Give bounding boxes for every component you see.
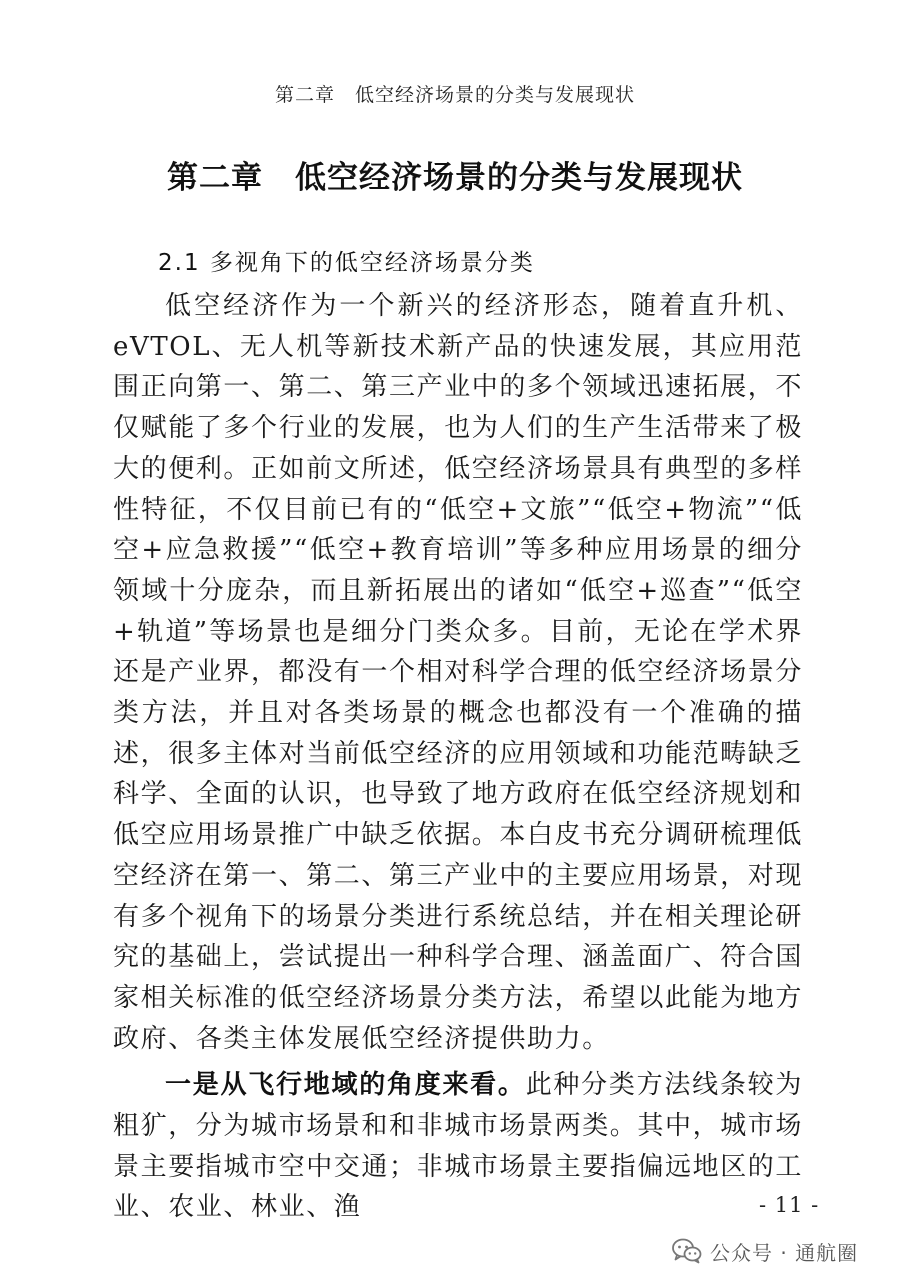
wechat-icon <box>672 1238 702 1264</box>
watermark <box>672 1234 858 1268</box>
page-number: - 11 - <box>759 1193 820 1217</box>
running-head: 第二章 低空经济场景的分类与发展现状 <box>274 84 635 106</box>
section-heading: 2.1 多视角下的低空经济场景分类 <box>158 250 535 276</box>
watermark-text: 公众号 · 通航圈 <box>710 1240 859 1265</box>
paragraph-lead: 一是从飞行地域的角度来看。 <box>165 1070 526 1101</box>
paragraph <box>113 1065 803 1228</box>
paragraph: 低空经济作为一个新兴的经济形态，随着直升机、eVTOL、无人机等新技术新产品的快速发展，其应用范围正向第一、第二、第三产业中的多个领域迅速拓展，不仅赋能了多个行业的发展，也为人们的生产生活带来了极大的便利。正如前文所述，低空经济场景具有典型的多样性特征，不仅目前已有的“低空+文旅”“低空+物流”“低空+应急救援”“低空+教育培训”等多种应用场景的细分领域十分庞杂，而且新拓展出的诸如“低空+巡查”“低空+轨道”等场景也是细分门类众多。目前，无论在学术界还是产业界，都没有一个相对科学合理的低空经济场景分类方法，并且对各类场景的概念也都没有一个准确的描述，很多主体对当前低空经济的应用领域和功能范畴缺乏科学、全面的认识，也导致了地方政府在低空经济规划和低空应用场景推广中缺乏依据。本白皮书充分调研梳理低空经济在第一、第二、第三产业中的主要应用场景，对现有多个视角下的场景分类进行系统总结，并在相关理论研究的基础上，尝试提出一种科学合理、涵盖面广、符合国家相关标准的低空经济场景分类方法，希望以此能为地方政府、各类主体发展低空经济提供助力。 <box>113 291 804 1054</box>
chapter-title: 第二章 低空经济场景的分类与发展现状 <box>167 160 743 196</box>
paragraph-text: 此种分类方法线条较为粗犷，分为城市场景和和非城市场景两类。其中，城市场景主要指城市空中交通；非城市场景主要指偏远地区的工业、农业、林业、渔 <box>113 1070 804 1223</box>
body-text <box>113 286 803 1228</box>
